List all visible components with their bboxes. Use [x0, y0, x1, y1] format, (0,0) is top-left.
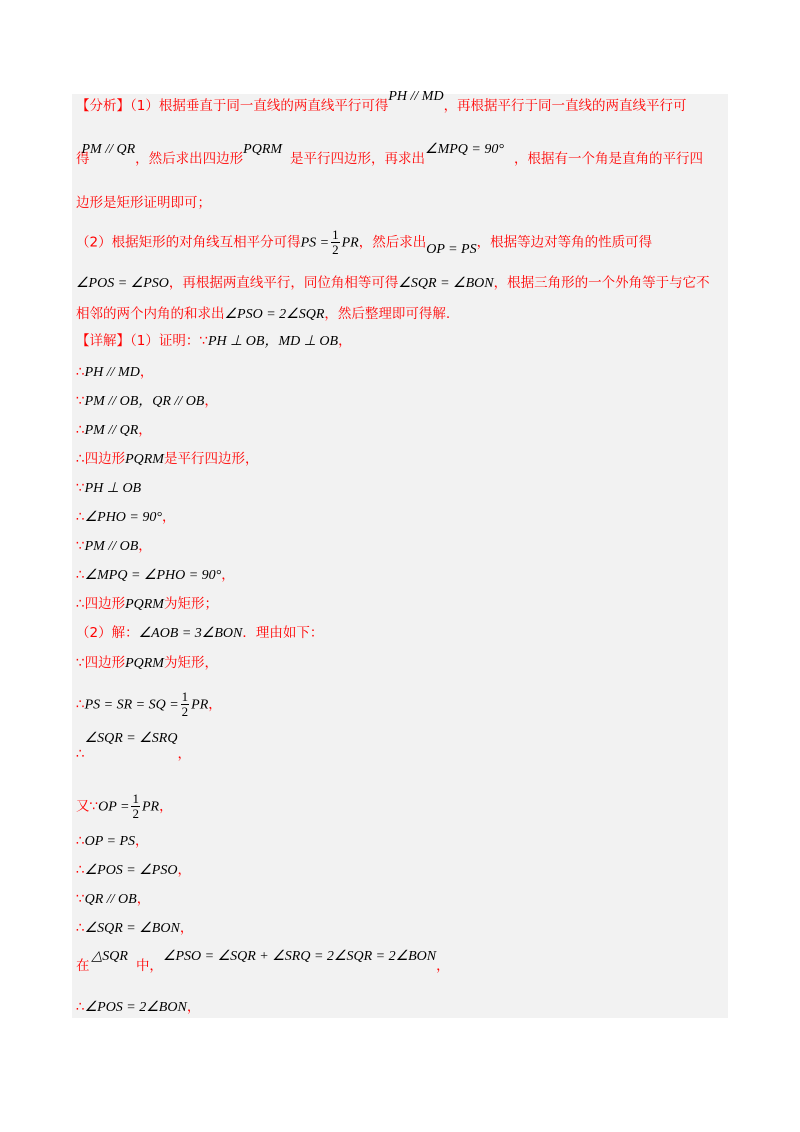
therefore-symbol: ∴ — [76, 364, 85, 380]
text: ，再根据平行于同一直线的两直线平行可 — [443, 98, 687, 114]
therefore-symbol: ∴四边形 — [76, 451, 126, 467]
detail-line-6 — [76, 478, 141, 499]
math: ∠AOB = 3∠BON — [138, 626, 243, 641]
text: ，然后求出 — [358, 234, 427, 251]
math: PS = SR = SQ = — [84, 697, 179, 713]
therefore-symbol: ∴ — [76, 999, 85, 1015]
math: PH // MD — [84, 365, 140, 380]
text: ，根据三角形的一个外角等于与它不 — [493, 275, 710, 291]
text: 中， — [135, 958, 163, 974]
numerator: 1 — [332, 227, 339, 242]
text: 是平行四边形， — [163, 451, 259, 467]
math: PH ⊥ OB，MD ⊥ OB — [207, 334, 339, 349]
detail-line-20 — [76, 949, 450, 977]
text: ，根据有一个角是直角的平行四 — [513, 151, 703, 167]
analysis-line-4 — [76, 228, 652, 257]
math: ∠SQR = ∠SRQ — [84, 731, 178, 746]
text: 边形是矩形证明即可； — [76, 195, 211, 211]
because-symbol: ∵ — [76, 393, 85, 409]
therefore-symbol: ∴ — [76, 920, 85, 936]
text: ， — [139, 364, 154, 380]
math: ∠PSO = 2∠SQR — [224, 307, 325, 322]
detail-line-9 — [76, 565, 235, 586]
text: （2）根据矩形的对角线互相平分可得 — [76, 234, 301, 251]
math: PQRM — [125, 656, 164, 671]
text: ， — [177, 862, 191, 878]
text: 为矩形， — [163, 655, 218, 671]
analysis-line-5 — [76, 273, 710, 294]
text: ， — [186, 999, 201, 1015]
text: 在 — [76, 958, 90, 974]
because-symbol: ∵ — [76, 480, 85, 496]
detail-line-5 — [76, 449, 258, 470]
math: ∠MPQ = 90° — [425, 142, 504, 157]
detail-line-17 — [76, 860, 191, 881]
math: PR — [191, 697, 209, 713]
because-symbol: ∵四边形 — [76, 655, 126, 671]
text: ， — [204, 393, 218, 409]
text: ， — [159, 798, 173, 815]
detail-line-13 — [76, 690, 222, 719]
math: PQRM — [125, 597, 164, 612]
analysis-line-2 — [76, 142, 703, 170]
text: ， — [136, 891, 151, 907]
math: OP = — [98, 799, 130, 815]
numerator: 1 — [181, 689, 189, 704]
detail-line-15 — [76, 792, 173, 821]
text: ， — [179, 920, 194, 936]
math: QR // OB — [84, 892, 137, 907]
text: ， — [177, 746, 191, 762]
math: ∠MPQ = ∠PHO = 90° — [84, 568, 222, 583]
because-symbol: 又∵ — [76, 798, 99, 815]
therefore-symbol: ∴ — [76, 746, 85, 762]
math: PR — [341, 235, 359, 251]
text: ，然后求出四边形 — [135, 151, 244, 167]
text: 相邻的两个内角的和求出 — [76, 306, 225, 322]
text: （1）根据垂直于同一直线的两直线平行可得 — [130, 98, 389, 114]
analysis-line-1 — [76, 89, 687, 117]
denominator: 2 — [332, 242, 339, 257]
text: 得 — [76, 151, 90, 167]
text: ， — [436, 958, 450, 974]
because-symbol: ∵ — [199, 333, 208, 349]
fraction — [131, 792, 140, 821]
math: PH ⊥ OB — [84, 481, 142, 496]
numerator: 1 — [132, 791, 139, 806]
math: PQRM — [125, 452, 164, 467]
text: （2）解： — [76, 625, 139, 641]
analysis-line-3 — [76, 193, 211, 213]
analysis-label: 【分析】 — [76, 98, 130, 114]
math: ∠POS = ∠PSO — [84, 863, 178, 878]
detail-line-19 — [76, 918, 193, 939]
therefore-symbol: ∴ — [76, 696, 85, 713]
math: OP = PS — [426, 241, 477, 257]
math: ∠POS = ∠PSO — [76, 276, 169, 291]
detail-line-12 — [76, 653, 218, 674]
because-symbol: ∵ — [76, 891, 85, 907]
detail-line-14 — [76, 731, 191, 762]
text: 是平行四边形，再求出 — [290, 151, 426, 167]
detail-line-1 — [76, 331, 352, 352]
detail-label: 【详解】 — [76, 333, 130, 349]
text: ， — [338, 333, 352, 349]
math: PM // OB，QR // OB — [84, 394, 205, 409]
analysis-line-6 — [76, 304, 450, 325]
math: △SQR — [91, 949, 128, 964]
text: ，再根据两直线平行，同位角相等可得 — [168, 275, 399, 291]
text: ，根据等边对等角的性质可得 — [476, 234, 653, 251]
math: ∠SQR = ∠BON — [398, 276, 494, 291]
text: ．理由如下： — [242, 625, 324, 641]
math: ∠PHO = 90° — [84, 510, 162, 525]
detail-line-18 — [76, 889, 150, 910]
detail-line-16 — [76, 831, 149, 852]
math: PM // QR — [84, 423, 139, 438]
text: ，然后整理即可得解. — [324, 306, 451, 322]
math: PS = — [300, 235, 330, 251]
denominator: 2 — [132, 806, 139, 821]
math: PQRM — [243, 142, 283, 157]
math: PH // MD — [388, 89, 444, 104]
text: ， — [138, 422, 152, 438]
detail-line-21 — [76, 997, 200, 1018]
math: PR — [141, 799, 160, 815]
therefore-symbol: ∴ — [76, 422, 85, 438]
detail-line-4 — [76, 420, 152, 441]
because-symbol: ∵ — [76, 538, 85, 554]
fraction — [331, 228, 340, 257]
detail-line-7 — [76, 507, 175, 528]
math: ∠SQR = ∠BON — [84, 921, 180, 936]
text: （1）证明： — [130, 333, 200, 349]
detail-line-10 — [76, 594, 218, 615]
text: ， — [135, 833, 149, 849]
detail-line-3 — [76, 391, 218, 412]
text: ， — [138, 538, 152, 554]
text: ， — [221, 567, 235, 583]
detail-line-2 — [76, 362, 153, 383]
therefore-symbol: ∴ — [76, 862, 85, 878]
math: PM // QR — [81, 142, 136, 157]
therefore-symbol: ∴ — [76, 833, 85, 849]
therefore-symbol: ∴ — [76, 567, 85, 583]
text: ， — [161, 509, 176, 525]
denominator: 2 — [181, 704, 189, 719]
detail-line-8 — [76, 536, 152, 557]
text: 为矩形； — [163, 596, 218, 612]
math: PM // OB — [84, 539, 139, 554]
math: OP = PS — [84, 834, 136, 849]
detail-line-11 — [76, 623, 323, 644]
math: ∠POS = 2∠BON — [84, 1000, 187, 1015]
fraction — [181, 690, 190, 719]
text: ， — [208, 696, 222, 713]
math: ∠PSO = ∠SQR + ∠SRQ = 2∠SQR = 2∠BON — [162, 949, 437, 964]
therefore-symbol: ∴四边形 — [76, 596, 126, 612]
therefore-symbol: ∴ — [76, 509, 85, 525]
